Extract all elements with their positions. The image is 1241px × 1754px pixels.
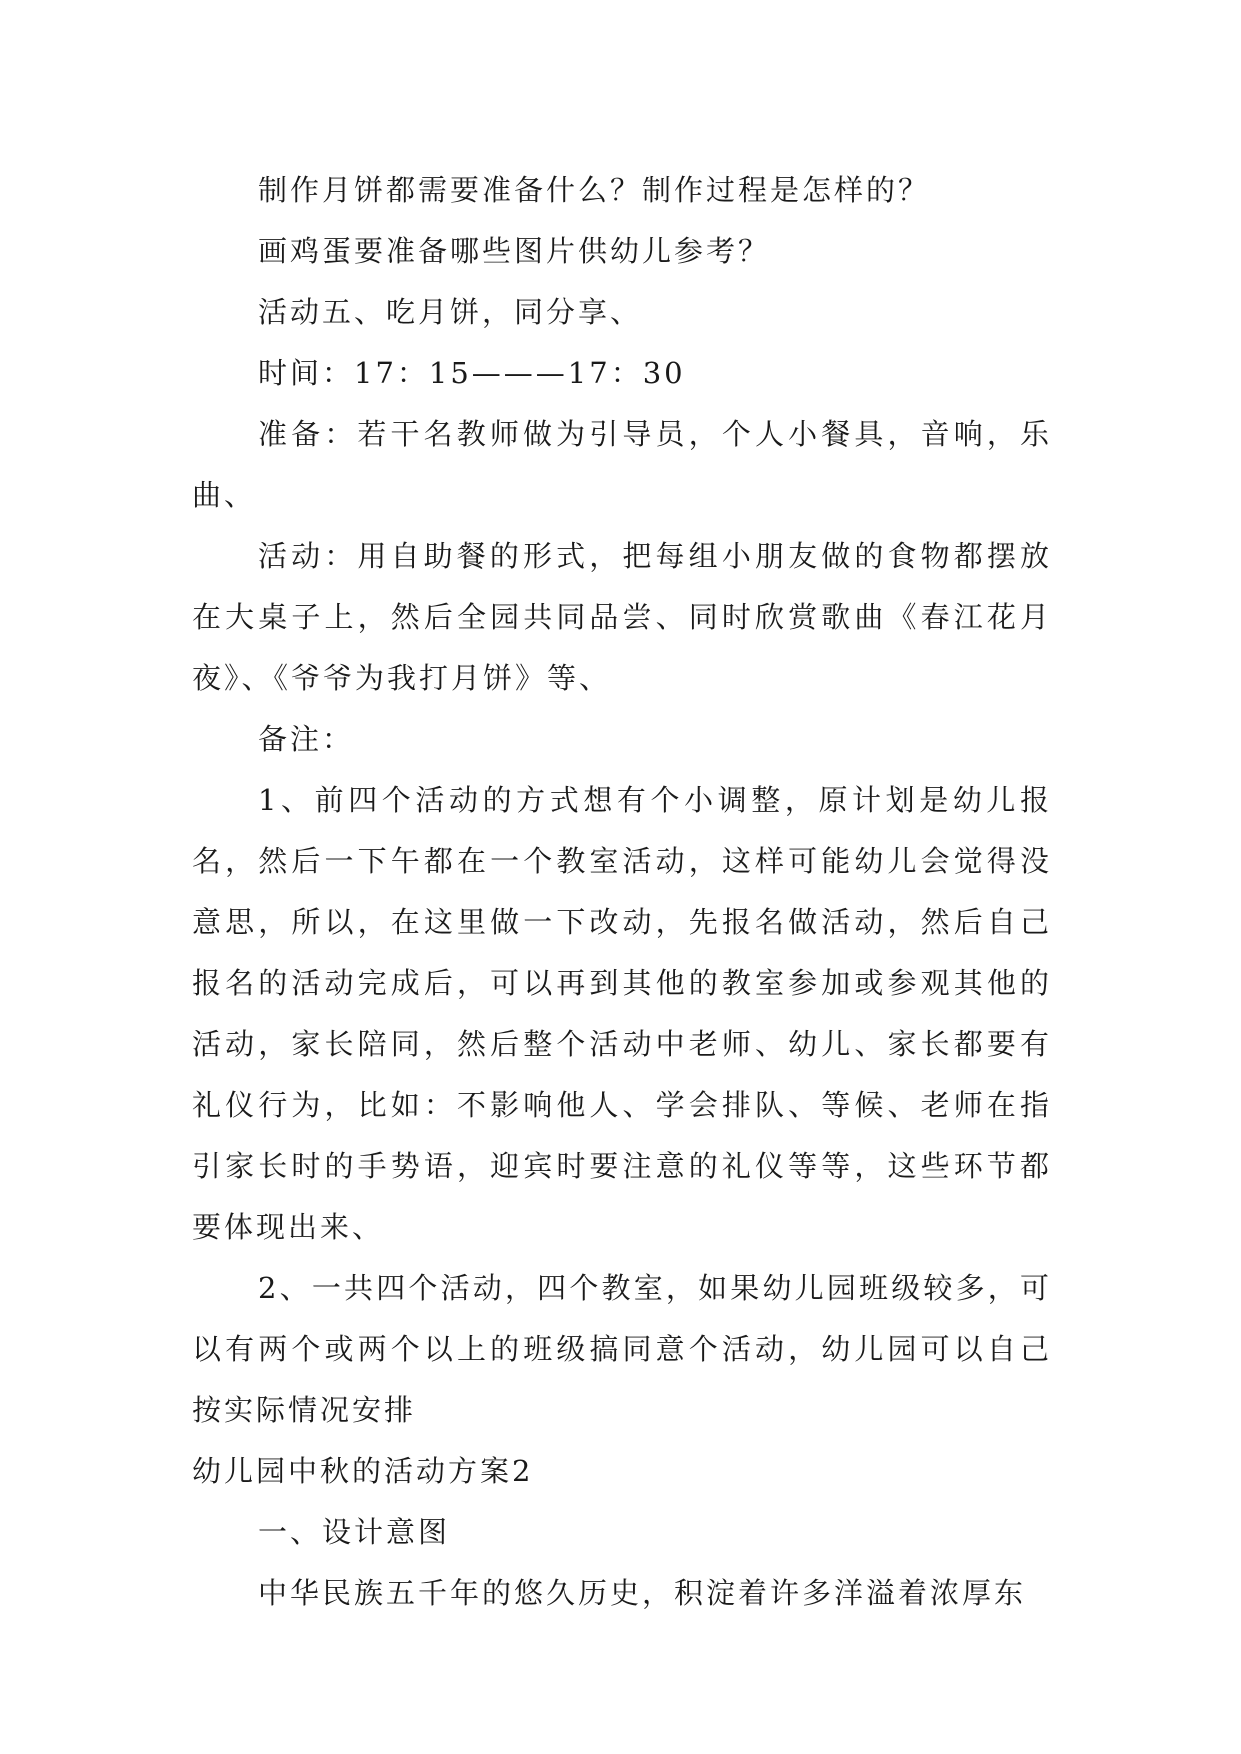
paragraph-activity-five: 活动五、吃月饼，同分享、 xyxy=(258,295,643,329)
paragraph-preparation: 准备：若干名教师做为引导员，个人小餐具，音响，乐曲、 xyxy=(192,417,1052,512)
section-title: 幼儿园中秋的活动方案2 xyxy=(192,1454,534,1488)
paragraph-note-1: 1、前四个活动的方式想有个小调整，原计划是幼儿报名，然后一下午都在一个教室活动，这样可能幼儿会觉得没意思，所以，在这里做一下改动，先报名做活动，然后自己报名的活动完成后，可以再到其他的教室参加或参观其他的活动，家长陪同，然后整个活动中老师、幼儿、家长都要有礼仪行为，比如：不影响他人、学会排队、等候、老师在指引家长时的手势语，迎宾时要注意的礼仪等等，这些环节都要体现出来、 xyxy=(192,783,1052,1244)
paragraph-time: 时间：17：15———17：30 xyxy=(258,356,686,390)
paragraph-note-2: 2、一共四个活动，四个教室，如果幼儿园班级较多，可以有两个或两个以上的班级搞同意个活动，幼儿园可以自己按实际情况安排 xyxy=(192,1271,1052,1427)
section-heading: 一、设计意图 xyxy=(258,1515,451,1549)
paragraph-activity-description: 活动：用自助餐的形式，把每组小朋友做的食物都摆放在大桌子上，然后全园共同品尝、同时欣赏歌曲《春江花月夜》、《爷爷为我打月饼》等、 xyxy=(192,539,1052,695)
paragraph-egg-pictures: 画鸡蛋要准备哪些图片供幼儿参考？ xyxy=(258,234,771,268)
paragraph-notes-heading: 备注： xyxy=(258,722,355,756)
document-page xyxy=(192,160,1052,1624)
paragraph-mooncake-prep: 制作月饼都需要准备什么？制作过程是怎样的？ xyxy=(258,173,931,207)
section-paragraph: 中华民族五千年的悠久历史，积淀着许多洋溢着浓厚东 xyxy=(258,1576,1027,1610)
